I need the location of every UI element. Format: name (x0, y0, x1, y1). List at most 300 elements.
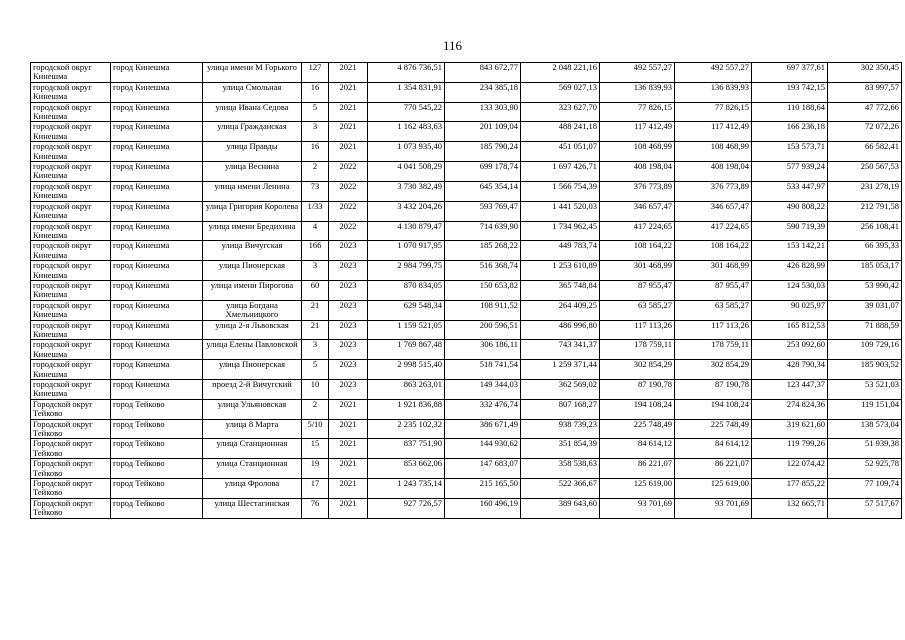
district-cell: городской округ Кинешма (31, 122, 111, 142)
total-cost-cell: 1 162 483,63 (368, 122, 445, 142)
value-cell-6: 123 447,37 (752, 380, 828, 400)
table-body (31, 63, 902, 519)
value-cell-6: 124 530,03 (752, 280, 828, 300)
value-cell-7: 119 151,04 (828, 399, 902, 419)
value-cell-5: 108 164,22 (675, 241, 752, 261)
street-cell: улица 2-я Львовская (203, 320, 302, 340)
city-cell: город Кинешма (111, 340, 203, 360)
district-cell: городской округ Кинешма (31, 261, 111, 281)
house-number-cell: 3 (302, 340, 329, 360)
year-cell: 2023 (329, 241, 368, 261)
value-cell-6: 319 621,60 (752, 419, 828, 439)
district-cell: городской округ Кинешма (31, 181, 111, 201)
value-cell-5: 417 224,65 (675, 221, 752, 241)
value-cell-5: 63 585,27 (675, 300, 752, 320)
value-cell-3: 486 996,80 (521, 320, 600, 340)
year-cell: 2022 (329, 201, 368, 221)
value-cell-2: 332 476,74 (445, 399, 521, 419)
value-cell-3: 264 409,25 (521, 300, 600, 320)
value-cell-6: 193 742,15 (752, 82, 828, 102)
total-cost-cell: 870 834,05 (368, 280, 445, 300)
value-cell-3: 938 739,23 (521, 419, 600, 439)
value-cell-7: 66 582,41 (828, 142, 902, 162)
value-cell-5: 408 198,04 (675, 162, 752, 182)
value-cell-5: 87 190,78 (675, 380, 752, 400)
total-cost-cell: 1 070 917,95 (368, 241, 445, 261)
table-row (31, 340, 902, 360)
house-number-cell: 73 (302, 181, 329, 201)
city-cell: город Кинешма (111, 360, 203, 380)
total-cost-cell: 4 041 508,29 (368, 162, 445, 182)
house-number-cell: 4 (302, 221, 329, 241)
value-cell-2: 714 639,90 (445, 221, 521, 241)
value-cell-5: 136 839,93 (675, 82, 752, 102)
value-cell-7: 231 278,19 (828, 181, 902, 201)
value-cell-2: 215 165,50 (445, 479, 521, 499)
value-cell-3: 451 051,07 (521, 142, 600, 162)
table-row (31, 360, 902, 380)
value-cell-2: 133 303,90 (445, 102, 521, 122)
value-cell-4: 117 412,49 (600, 122, 675, 142)
value-cell-2: 160 496,19 (445, 498, 521, 518)
total-cost-cell: 1 769 867,48 (368, 340, 445, 360)
value-cell-7: 53 990,42 (828, 280, 902, 300)
value-cell-6: 590 719,39 (752, 221, 828, 241)
street-cell: улица Правды (203, 142, 302, 162)
total-cost-cell: 770 545,22 (368, 102, 445, 122)
value-cell-4: 117 113,26 (600, 320, 675, 340)
total-cost-cell: 837 751,90 (368, 439, 445, 459)
district-cell: Городской округ Тейково (31, 459, 111, 479)
street-cell: улица имени Бредихина (203, 221, 302, 241)
value-cell-4: 86 221,07 (600, 459, 675, 479)
city-cell: город Кинешма (111, 280, 203, 300)
table-row (31, 201, 902, 221)
house-number-cell: 15 (302, 439, 329, 459)
value-cell-5: 125 619,00 (675, 479, 752, 499)
value-cell-3: 358 538,63 (521, 459, 600, 479)
house-number-cell: 5/10 (302, 419, 329, 439)
table-row (31, 63, 902, 83)
value-cell-3: 807 168,27 (521, 399, 600, 419)
value-cell-6: 166 236,18 (752, 122, 828, 142)
value-cell-6: 697 377,61 (752, 63, 828, 83)
total-cost-cell: 629 548,34 (368, 300, 445, 320)
district-cell: Городской округ Тейково (31, 498, 111, 518)
value-cell-2: 516 368,74 (445, 261, 521, 281)
value-cell-5: 346 657,47 (675, 201, 752, 221)
street-cell: улица Фролова (203, 479, 302, 499)
table-row (31, 459, 902, 479)
value-cell-4: 178 759,11 (600, 340, 675, 360)
total-cost-cell: 1 354 831,91 (368, 82, 445, 102)
total-cost-cell: 4 876 736,51 (368, 63, 445, 83)
value-cell-3: 351 854,39 (521, 439, 600, 459)
year-cell: 2022 (329, 162, 368, 182)
total-cost-cell: 4 130 879,47 (368, 221, 445, 241)
value-cell-2: 149 344,03 (445, 380, 521, 400)
table-row (31, 380, 902, 400)
city-cell: город Кинешма (111, 221, 203, 241)
value-cell-4: 492 557,27 (600, 63, 675, 83)
value-cell-6: 490 808,22 (752, 201, 828, 221)
value-cell-7: 51 939,38 (828, 439, 902, 459)
year-cell: 2021 (329, 498, 368, 518)
year-cell: 2021 (329, 419, 368, 439)
district-cell: городской округ Кинешма (31, 221, 111, 241)
data-table (30, 62, 902, 519)
total-cost-cell: 1 073 935,40 (368, 142, 445, 162)
value-cell-2: 147 683,07 (445, 459, 521, 479)
city-cell: город Кинешма (111, 241, 203, 261)
district-cell: Городской округ Тейково (31, 439, 111, 459)
year-cell: 2021 (329, 459, 368, 479)
house-number-cell: 16 (302, 142, 329, 162)
value-cell-4: 136 839,93 (600, 82, 675, 102)
value-cell-5: 117 113,26 (675, 320, 752, 340)
value-cell-5: 194 108,24 (675, 399, 752, 419)
city-cell: город Кинешма (111, 63, 203, 83)
value-cell-5: 302 854,29 (675, 360, 752, 380)
value-cell-6: 428 790,34 (752, 360, 828, 380)
year-cell: 2021 (329, 82, 368, 102)
city-cell: город Тейково (111, 399, 203, 419)
year-cell: 2023 (329, 360, 368, 380)
value-cell-2: 185 790,24 (445, 142, 521, 162)
value-cell-3: 323 627,70 (521, 102, 600, 122)
value-cell-4: 108 164,22 (600, 241, 675, 261)
year-cell: 2022 (329, 181, 368, 201)
street-cell: улица Ульяновская (203, 399, 302, 419)
street-cell: улица Вичугская (203, 241, 302, 261)
house-number-cell: 166 (302, 241, 329, 261)
district-cell: городской округ Кинешма (31, 360, 111, 380)
value-cell-7: 77 109,74 (828, 479, 902, 499)
value-cell-2: 699 178,74 (445, 162, 521, 182)
street-cell: улица имени М Горького (203, 63, 302, 83)
year-cell: 2023 (329, 340, 368, 360)
value-cell-3: 449 783,74 (521, 241, 600, 261)
value-cell-3: 1 441 520,03 (521, 201, 600, 221)
year-cell: 2023 (329, 380, 368, 400)
value-cell-3: 1 259 371,44 (521, 360, 600, 380)
value-cell-6: 122 074,42 (752, 459, 828, 479)
year-cell: 2021 (329, 479, 368, 499)
table-row (31, 320, 902, 340)
value-cell-5: 178 759,11 (675, 340, 752, 360)
value-cell-3: 365 748,84 (521, 280, 600, 300)
street-cell: улица Станционная (203, 459, 302, 479)
value-cell-2: 386 671,49 (445, 419, 521, 439)
value-cell-4: 87 190,78 (600, 380, 675, 400)
year-cell: 2021 (329, 142, 368, 162)
house-number-cell: 76 (302, 498, 329, 518)
value-cell-4: 63 585,27 (600, 300, 675, 320)
value-cell-6: 177 855,22 (752, 479, 828, 499)
table-row (31, 399, 902, 419)
year-cell: 2021 (329, 122, 368, 142)
table-row (31, 261, 902, 281)
value-cell-7: 39 031,07 (828, 300, 902, 320)
house-number-cell: 21 (302, 320, 329, 340)
city-cell: город Кинешма (111, 142, 203, 162)
total-cost-cell: 3 730 382,49 (368, 181, 445, 201)
value-cell-7: 66 395,33 (828, 241, 902, 261)
year-cell: 2023 (329, 261, 368, 281)
city-cell: город Тейково (111, 479, 203, 499)
total-cost-cell: 863 263,01 (368, 380, 445, 400)
city-cell: город Кинешма (111, 380, 203, 400)
year-cell: 2023 (329, 300, 368, 320)
house-number-cell: 5 (302, 102, 329, 122)
year-cell: 2021 (329, 63, 368, 83)
value-cell-4: 108 468,99 (600, 142, 675, 162)
district-cell: городской округ Кинешма (31, 320, 111, 340)
street-cell: улица Станционная (203, 439, 302, 459)
total-cost-cell: 1 243 735,14 (368, 479, 445, 499)
district-cell: Городской округ Тейково (31, 399, 111, 419)
street-cell: улица Елены Павловской (203, 340, 302, 360)
value-cell-3: 743 341,37 (521, 340, 600, 360)
street-cell: улица Пионерская (203, 261, 302, 281)
value-cell-4: 346 657,47 (600, 201, 675, 221)
value-cell-2: 201 109,04 (445, 122, 521, 142)
value-cell-2: 843 672,77 (445, 63, 521, 83)
value-cell-2: 185 268,22 (445, 241, 521, 261)
value-cell-3: 1 253 610,89 (521, 261, 600, 281)
value-cell-4: 194 108,24 (600, 399, 675, 419)
table-row (31, 221, 902, 241)
value-cell-3: 1 697 426,71 (521, 162, 600, 182)
table-row (31, 122, 902, 142)
value-cell-7: 52 925,78 (828, 459, 902, 479)
table-row (31, 300, 902, 320)
value-cell-4: 408 198,04 (600, 162, 675, 182)
house-number-cell: 1/33 (302, 201, 329, 221)
city-cell: город Кинешма (111, 122, 203, 142)
house-number-cell: 3 (302, 261, 329, 281)
city-cell: город Кинешма (111, 181, 203, 201)
value-cell-2: 234 385,18 (445, 82, 521, 102)
total-cost-cell: 2 235 102,32 (368, 419, 445, 439)
district-cell: городской округ Кинешма (31, 162, 111, 182)
value-cell-6: 90 025,97 (752, 300, 828, 320)
value-cell-4: 93 701,69 (600, 498, 675, 518)
value-cell-2: 593 769,47 (445, 201, 521, 221)
value-cell-7: 83 997,57 (828, 82, 902, 102)
street-cell: улица Смольная (203, 82, 302, 102)
value-cell-3: 2 048 221,16 (521, 63, 600, 83)
value-cell-4: 302 854,29 (600, 360, 675, 380)
value-cell-3: 362 569,02 (521, 380, 600, 400)
table-row (31, 280, 902, 300)
value-cell-3: 1 566 754,39 (521, 181, 600, 201)
value-cell-5: 87 955,47 (675, 280, 752, 300)
year-cell: 2021 (329, 102, 368, 122)
value-cell-6: 153 142,21 (752, 241, 828, 261)
city-cell: город Тейково (111, 498, 203, 518)
value-cell-7: 47 772,66 (828, 102, 902, 122)
total-cost-cell: 2 984 799,75 (368, 261, 445, 281)
total-cost-cell: 1 159 521,05 (368, 320, 445, 340)
house-number-cell: 60 (302, 280, 329, 300)
value-cell-3: 569 027,13 (521, 82, 600, 102)
district-cell: городской округ Кинешма (31, 63, 111, 83)
value-cell-7: 250 567,53 (828, 162, 902, 182)
table-row (31, 162, 902, 182)
value-cell-5: 376 773,89 (675, 181, 752, 201)
city-cell: город Тейково (111, 439, 203, 459)
house-number-cell: 21 (302, 300, 329, 320)
value-cell-4: 77 826,15 (600, 102, 675, 122)
value-cell-2: 518 741,54 (445, 360, 521, 380)
value-cell-5: 84 614,12 (675, 439, 752, 459)
value-cell-3: 1 734 962,45 (521, 221, 600, 241)
value-cell-4: 301 468,99 (600, 261, 675, 281)
value-cell-6: 153 573,71 (752, 142, 828, 162)
value-cell-5: 301 468,99 (675, 261, 752, 281)
value-cell-5: 108 468,99 (675, 142, 752, 162)
value-cell-7: 109 729,16 (828, 340, 902, 360)
value-cell-4: 376 773,89 (600, 181, 675, 201)
value-cell-6: 165 812,53 (752, 320, 828, 340)
value-cell-2: 645 354,14 (445, 181, 521, 201)
city-cell: город Кинешма (111, 300, 203, 320)
value-cell-7: 53 521,03 (828, 380, 902, 400)
house-number-cell: 127 (302, 63, 329, 83)
year-cell: 2022 (329, 221, 368, 241)
street-cell: улица Шестагинская (203, 498, 302, 518)
city-cell: город Кинешма (111, 261, 203, 281)
value-cell-7: 72 072,26 (828, 122, 902, 142)
value-cell-5: 86 221,07 (675, 459, 752, 479)
value-cell-7: 185 903,52 (828, 360, 902, 380)
city-cell: город Тейково (111, 459, 203, 479)
value-cell-2: 108 911,52 (445, 300, 521, 320)
value-cell-5: 492 557,27 (675, 63, 752, 83)
value-cell-5: 225 748,49 (675, 419, 752, 439)
street-cell: улица 8 Марта (203, 419, 302, 439)
value-cell-7: 302 350,45 (828, 63, 902, 83)
table-row (31, 241, 902, 261)
street-cell: улица Богдана Хмельницкого (203, 300, 302, 320)
value-cell-6: 119 799,26 (752, 439, 828, 459)
street-cell: улица Веснина (203, 162, 302, 182)
table-row (31, 439, 902, 459)
value-cell-4: 417 224,65 (600, 221, 675, 241)
total-cost-cell: 1 921 836,88 (368, 399, 445, 419)
total-cost-cell: 2 998 515,40 (368, 360, 445, 380)
district-cell: городской округ Кинешма (31, 82, 111, 102)
value-cell-6: 132 665,71 (752, 498, 828, 518)
value-cell-2: 150 653,82 (445, 280, 521, 300)
city-cell: город Кинешма (111, 320, 203, 340)
street-cell: улица Ивана Седова (203, 102, 302, 122)
district-cell: городской округ Кинешма (31, 280, 111, 300)
street-cell: улица Григория Королева (203, 201, 302, 221)
district-cell: городской округ Кинешма (31, 201, 111, 221)
value-cell-5: 117 412,49 (675, 122, 752, 142)
district-cell: городской округ Кинешма (31, 380, 111, 400)
total-cost-cell: 927 726,57 (368, 498, 445, 518)
year-cell: 2023 (329, 320, 368, 340)
page-number: 116 (442, 38, 463, 53)
value-cell-3: 488 241,18 (521, 122, 600, 142)
value-cell-6: 426 828,99 (752, 261, 828, 281)
district-cell: Городской округ Тейково (31, 419, 111, 439)
city-cell: город Кинешма (111, 201, 203, 221)
value-cell-6: 274 824,36 (752, 399, 828, 419)
table-row (31, 498, 902, 518)
year-cell: 2021 (329, 399, 368, 419)
street-cell: проезд 2-й Вичугский (203, 380, 302, 400)
table-row (31, 82, 902, 102)
value-cell-7: 212 791,58 (828, 201, 902, 221)
value-cell-5: 77 826,15 (675, 102, 752, 122)
table-row (31, 102, 902, 122)
house-number-cell: 17 (302, 479, 329, 499)
house-number-cell: 19 (302, 459, 329, 479)
table-row (31, 479, 902, 499)
value-cell-2: 200 596,51 (445, 320, 521, 340)
value-cell-5: 93 701,69 (675, 498, 752, 518)
value-cell-6: 253 092,60 (752, 340, 828, 360)
total-cost-cell: 853 662,06 (368, 459, 445, 479)
value-cell-4: 87 955,47 (600, 280, 675, 300)
table-row (31, 419, 902, 439)
house-number-cell: 3 (302, 122, 329, 142)
district-cell: городской округ Кинешма (31, 300, 111, 320)
value-cell-7: 256 108,41 (828, 221, 902, 241)
city-cell: город Тейково (111, 419, 203, 439)
value-cell-6: 110 188,64 (752, 102, 828, 122)
value-cell-3: 522 366,67 (521, 479, 600, 499)
city-cell: город Кинешма (111, 82, 203, 102)
house-number-cell: 2 (302, 399, 329, 419)
year-cell: 2023 (329, 280, 368, 300)
value-cell-4: 225 748,49 (600, 419, 675, 439)
district-cell: городской округ Кинешма (31, 241, 111, 261)
value-cell-3: 389 643,60 (521, 498, 600, 518)
value-cell-4: 125 619,00 (600, 479, 675, 499)
year-cell: 2021 (329, 439, 368, 459)
district-cell: городской округ Кинешма (31, 340, 111, 360)
street-cell: улица имени Пирогова (203, 280, 302, 300)
value-cell-6: 533 447,97 (752, 181, 828, 201)
district-cell: Городской округ Тейково (31, 479, 111, 499)
table-row (31, 142, 902, 162)
street-cell: улица Пионерская (203, 360, 302, 380)
district-cell: городской округ Кинешма (31, 102, 111, 122)
value-cell-7: 138 573,04 (828, 419, 902, 439)
value-cell-7: 57 517,67 (828, 498, 902, 518)
house-number-cell: 2 (302, 162, 329, 182)
street-cell: улица Гражданская (203, 122, 302, 142)
house-number-cell: 10 (302, 380, 329, 400)
total-cost-cell: 3 432 204,26 (368, 201, 445, 221)
table-row (31, 181, 902, 201)
street-cell: улица имени Ленина (203, 181, 302, 201)
house-number-cell: 16 (302, 82, 329, 102)
city-cell: город Кинешма (111, 102, 203, 122)
value-cell-7: 71 888,59 (828, 320, 902, 340)
value-cell-2: 144 930,62 (445, 439, 521, 459)
value-cell-6: 577 939,24 (752, 162, 828, 182)
district-cell: городской округ Кинешма (31, 142, 111, 162)
city-cell: город Кинешма (111, 162, 203, 182)
value-cell-2: 306 186,11 (445, 340, 521, 360)
value-cell-4: 84 614,12 (600, 439, 675, 459)
